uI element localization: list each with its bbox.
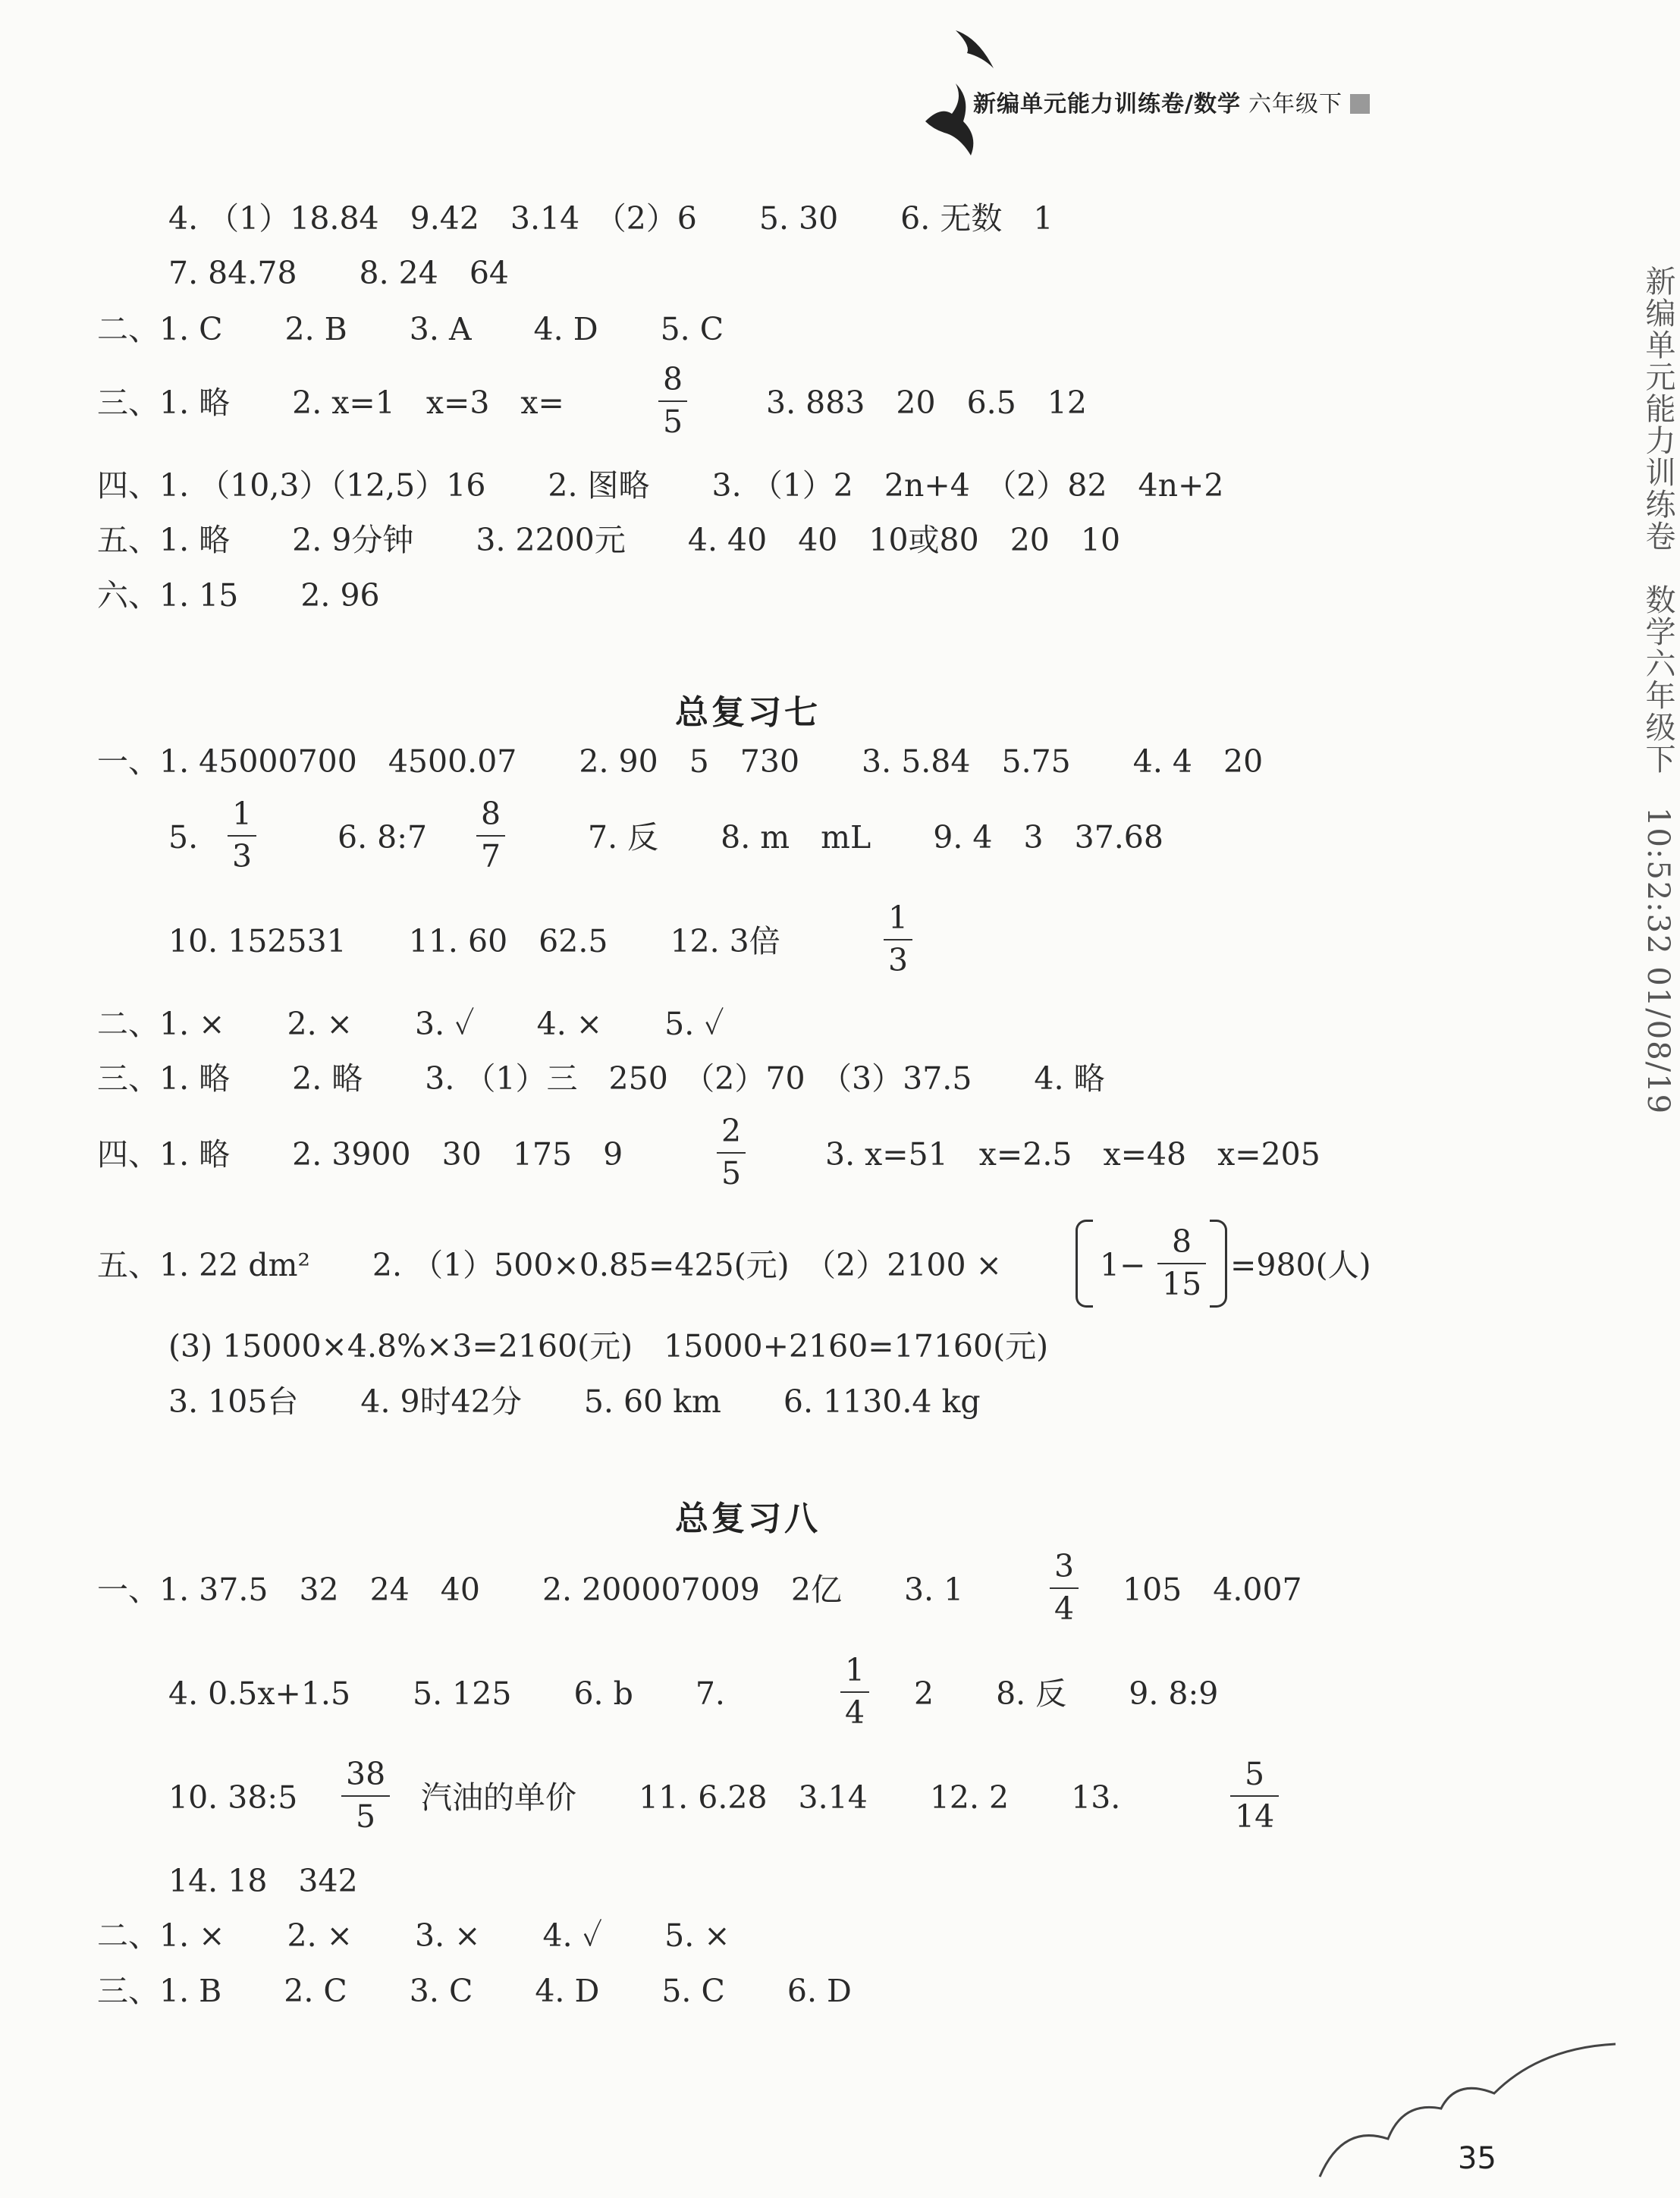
answer-line: 一、1. 37.5 32 24 40 2. 200007009 2亿 3. 1: [97, 1572, 964, 1608]
answer-line: 10. 152531 11. 60 62.5 12. 3倍: [168, 923, 780, 959]
answer-line: 二、1. × 2. × 3. × 4. ✓ 5. ×: [97, 1917, 730, 1954]
answer-line: 5.: [168, 819, 199, 856]
answer-line: 三、1. 略 2. x=1 x=3 x=: [97, 385, 564, 421]
answer-line: 7. 反 8. m mL 9. 4 3 37.68: [588, 819, 1163, 856]
answer-line: 4. 0.5x+1.5 5. 125 6. b 7.: [168, 1675, 725, 1712]
fraction: 1 4: [840, 1655, 869, 1729]
answer-line: 五、1. 略 2. 9分钟 3. 2200元 4. 40 40 10或80 20 10: [97, 522, 1121, 558]
section-title: 总复习七: [675, 693, 821, 732]
answer-line: 14. 18 342: [168, 1863, 358, 1899]
answer-line: 三、1. 略 2. 略 3. （1）三 250 （2）70 （3）37.5 4. 略: [97, 1060, 1105, 1097]
answer-line: 汽油的单价 11. 6.28 3.14 12. 2 13.: [421, 1779, 1121, 1816]
answer-line: 7. 84.78 8. 24 64: [168, 255, 510, 291]
answer-line: 2 8. 反 9. 8:9: [914, 1675, 1219, 1712]
answer-line: 1−: [1100, 1247, 1146, 1283]
page-number: 35: [1458, 2141, 1496, 2176]
subject-label: 数学: [1193, 91, 1241, 118]
fraction: 38 5: [341, 1759, 390, 1832]
right-paren: [1210, 1220, 1227, 1308]
side-print-stamp: 新编单元能力训练卷 数学六年级下 10:52:32 01/08/19: [1641, 265, 1675, 1116]
answer-line: 二、1. C 2. B 3. A 4. D 5. C: [97, 311, 724, 347]
book-title: 新编单元能力训练卷: [973, 91, 1185, 118]
header-square-icon: [1350, 94, 1370, 114]
fraction: 8 7: [476, 799, 505, 872]
answer-line: 五、1. 22 dm² 2. （1）500×0.85=425(元) （2）2100 ×: [97, 1247, 1002, 1283]
answer-line: 105 4.007: [1123, 1572, 1302, 1608]
answer-line: (3) 15000×4.8%×3=2160(元) 15000+2160=17160(元): [168, 1328, 1049, 1364]
fraction: 2 5: [717, 1116, 746, 1189]
fraction: 5 14: [1230, 1759, 1279, 1832]
answer-line: 6. 8:7: [338, 819, 428, 856]
fraction: 1 3: [228, 799, 256, 872]
answer-line: =980(人): [1230, 1247, 1371, 1283]
answer-line: 4. （1）18.84 9.42 3.14 （2）6 5. 30 6. 无数 1: [168, 200, 1054, 237]
answer-line: 四、1. 略 2. 3900 30 175 9: [97, 1136, 623, 1173]
fraction: 8 5: [658, 364, 687, 438]
left-paren: [1076, 1220, 1093, 1308]
answer-line: 10. 38:5: [168, 1779, 298, 1816]
page-header: 新编单元能力训练卷/数学 六年级下: [973, 85, 1370, 118]
grade-label: 六年级下: [1248, 91, 1342, 118]
answer-line: 四、1. （10,3）（12,5）16 2. 图略 3. （1）2 2n+4 （2）82 4n+2: [97, 467, 1224, 504]
fraction: 8 15: [1157, 1226, 1206, 1300]
answer-line: 六、1. 15 2. 96: [97, 577, 380, 614]
answer-line: 3. x=51 x=2.5 x=48 x=205: [825, 1136, 1320, 1173]
answer-line: 3. 883 20 6.5 12: [766, 385, 1087, 421]
fraction: 1 3: [884, 903, 912, 976]
fraction: 3 4: [1050, 1551, 1079, 1625]
answer-line: 三、1. B 2. C 3. C 4. D 5. C 6. D: [97, 1973, 852, 2009]
section-title: 总复习八: [675, 1499, 821, 1538]
answer-line: 二、1. × 2. × 3. ✓ 4. × 5. ✓: [97, 1006, 724, 1042]
answer-line: 一、1. 45000700 4500.07 2. 90 5 730 3. 5.84 5.75 4. 4 20: [97, 743, 1264, 780]
answer-line: 3. 105台 4. 9时42分 5. 60 km 6. 1130.4 kg: [168, 1383, 981, 1420]
